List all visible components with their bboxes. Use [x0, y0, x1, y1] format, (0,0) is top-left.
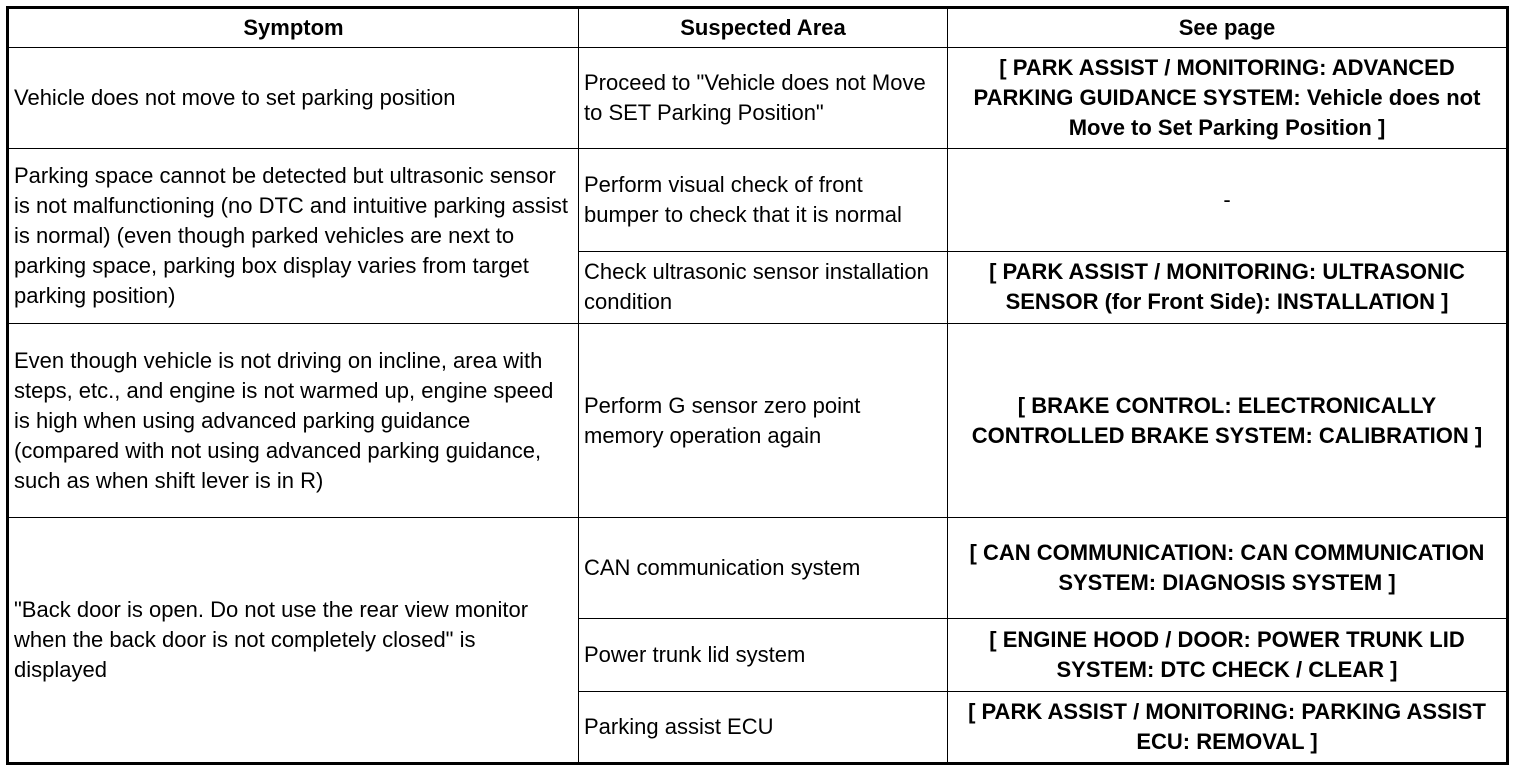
see-page-cell: - — [948, 149, 1508, 251]
see-page-link[interactable]: [ BRAKE CONTROL: ELECTRONICALLY CONTROLLED BRAKE SYSTEM: CALIBRATION ] — [948, 324, 1508, 518]
suspected-area-cell: Check ultrasonic sensor installation condition — [579, 251, 948, 323]
table-row — [8, 48, 1508, 149]
header-suspected-area: Suspected Area — [579, 8, 948, 48]
header-row — [8, 8, 1508, 48]
table-row — [8, 324, 1508, 518]
suspected-area-cell: Perform visual check of front bumper to check that it is normal — [579, 149, 948, 251]
suspected-area-cell: Perform G sensor zero point memory operation again — [579, 324, 948, 518]
symptom-cell: Even though vehicle is not driving on incline, area with steps, etc., and engine is not warmed up, engine speed is high when using advanced parking guidance (compared with not using advanced parking guidance, such as when shift lever is in R) — [8, 324, 579, 518]
suspected-area-cell: Proceed to "Vehicle does not Move to SET Parking Position" — [579, 48, 948, 149]
suspected-area-cell: CAN communication system — [579, 517, 948, 618]
header-symptom: Symptom — [8, 8, 579, 48]
see-page-link[interactable]: [ PARK ASSIST / MONITORING: PARKING ASSIST ECU: REMOVAL ] — [948, 691, 1508, 763]
symptom-cell: Parking space cannot be detected but ultrasonic sensor is not malfunctioning (no DTC and intuitive parking assist is normal) (even though parked vehicles are next to parking space, parking box display varies from target parking position) — [8, 149, 579, 324]
symptom-cell: Vehicle does not move to set parking position — [8, 48, 579, 149]
suspected-area-cell: Power trunk lid system — [579, 619, 948, 691]
see-page-link[interactable]: [ PARK ASSIST / MONITORING: ULTRASONIC SENSOR (for Front Side): INSTALLATION ] — [948, 251, 1508, 323]
table-row — [8, 149, 1508, 251]
table-row — [8, 517, 1508, 618]
symptom-cell: "Back door is open. Do not use the rear view monitor when the back door is not completely closed" is displayed — [8, 517, 579, 763]
header-see-page: See page — [948, 8, 1508, 48]
see-page-link[interactable]: [ ENGINE HOOD / DOOR: POWER TRUNK LID SYSTEM: DTC CHECK / CLEAR ] — [948, 619, 1508, 691]
see-page-link[interactable]: [ CAN COMMUNICATION: CAN COMMUNICATION SYSTEM: DIAGNOSIS SYSTEM ] — [948, 517, 1508, 618]
suspected-area-cell: Parking assist ECU — [579, 691, 948, 763]
see-page-link[interactable]: [ PARK ASSIST / MONITORING: ADVANCED PARKING GUIDANCE SYSTEM: Vehicle does not Move to Set Parking Position ] — [948, 48, 1508, 149]
problem-symptoms-table — [6, 6, 1509, 765]
